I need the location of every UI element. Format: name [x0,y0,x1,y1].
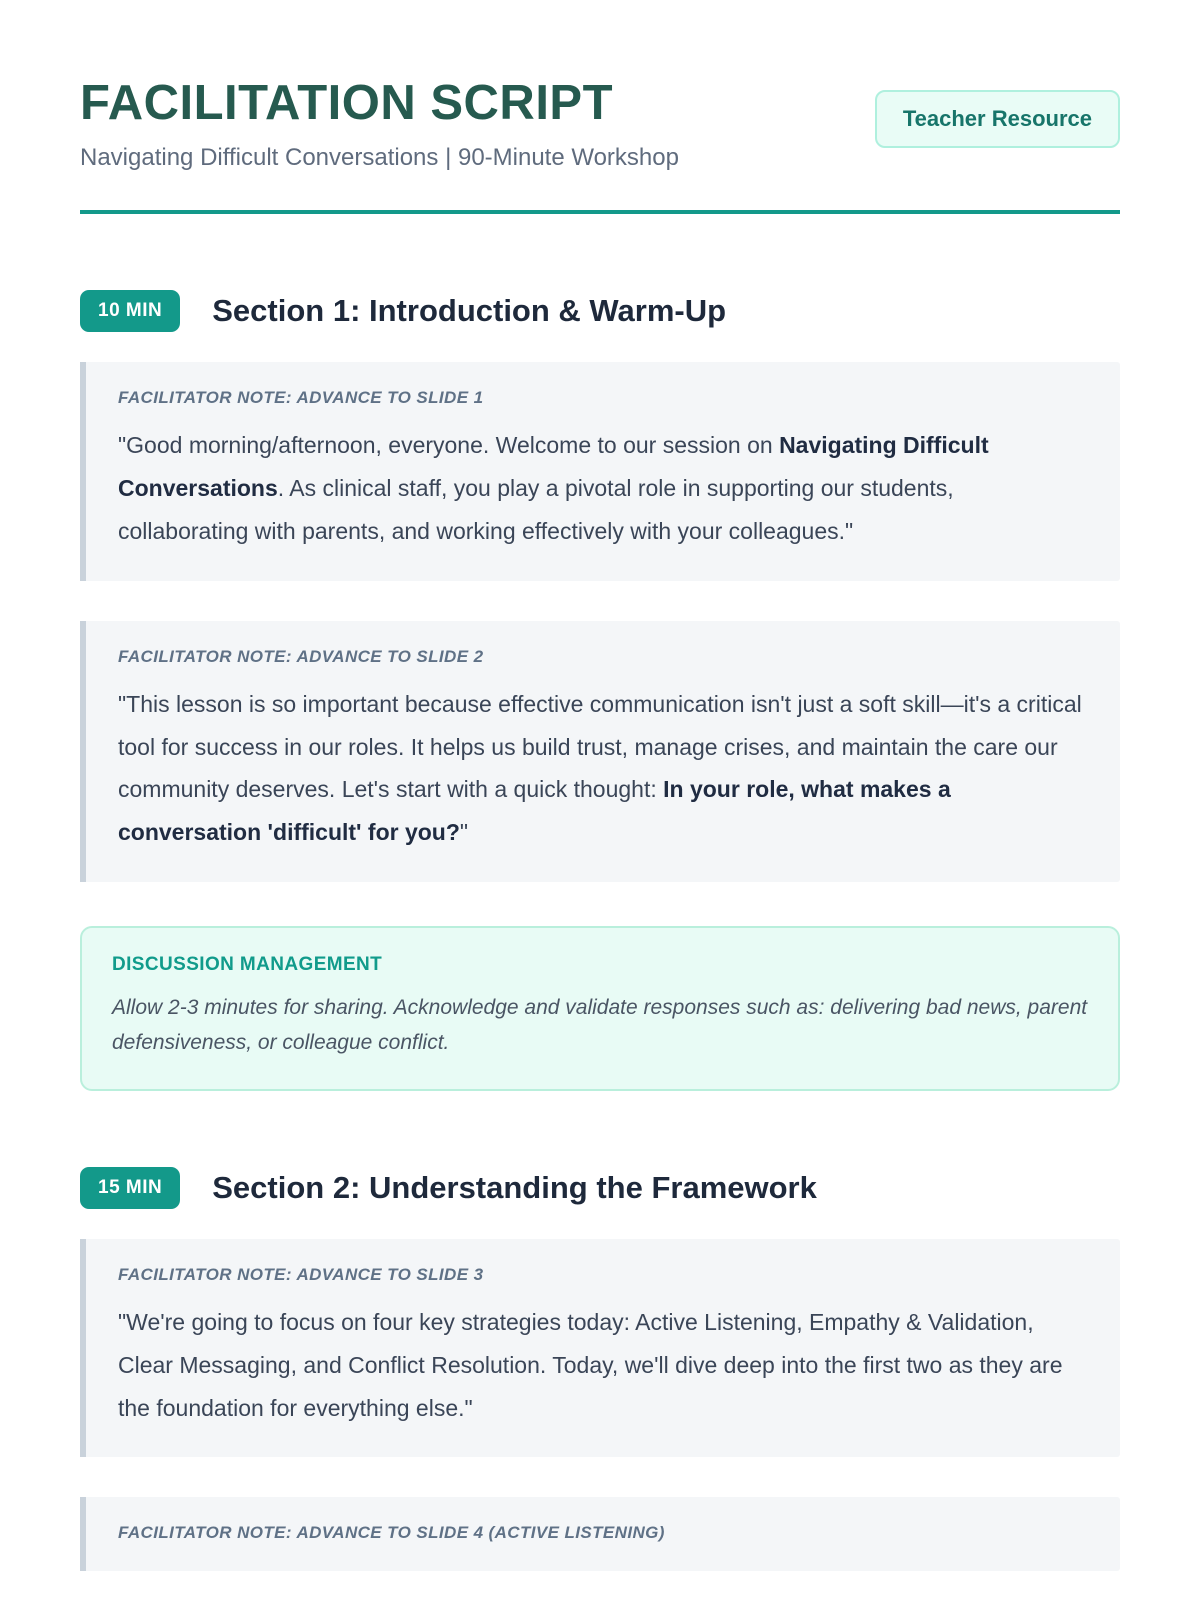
header-titles [80,78,679,172]
script-text [118,1301,1088,1429]
section-heading: Section 1: Introduction & Warm-Up [212,293,727,329]
script-text-segment: "This lesson is so important because effective communication isn't just a soft skill—it's a critical tool for success in our roles. It helps us build trust, manage crises, and maintain the care our community deserves. Let's start with a quick thought: [118,690,1082,803]
facilitator-note-block [80,621,1120,882]
section-header [80,290,1120,332]
script-text-segment: " [459,819,469,846]
header-row [80,78,1120,172]
duration-badge: 15 MIN [80,1167,180,1209]
section-header [80,1167,1120,1209]
section-2 [80,1167,1120,1571]
callout-label: DISCUSSION MANAGEMENT [112,953,383,975]
facilitator-note-block [80,1239,1120,1457]
section-1 [80,290,1120,1091]
script-text-segment: . As clinical staff, you play a pivotal role in supporting our students, collaborating with parents, and working effectively with your colleagues." [118,475,954,544]
facilitator-note-label: FACILITATOR NOTE: ADVANCE TO SLIDE 1 [118,388,484,408]
header-divider [80,210,1120,214]
facilitator-note-block [80,1497,1120,1571]
teacher-resource-badge: Teacher Resource [875,90,1120,148]
script-text-segment: "We're going to focus on four key strategies today: Active Listening, Empathy & Validation, Clear Messaging, and Conflict Resolution. Today, we'll dive deep into the first two as they are the foundation for everything else." [118,1309,1063,1421]
script-text [118,683,1088,854]
facilitator-note-block [80,362,1120,580]
facilitator-note-label: FACILITATOR NOTE: ADVANCE TO SLIDE 3 [118,1265,484,1285]
script-text [118,424,1088,552]
page-subtitle: Navigating Difficult Conversations | 90-Minute Workshop [80,144,679,172]
discussion-callout [80,926,1120,1091]
sections-container [80,290,1120,1571]
facilitator-note-label: FACILITATOR NOTE: ADVANCE TO SLIDE 4 (ACTIVE LISTENING) [118,1523,665,1543]
script-text-bold: Navigating Difficult Conversations [118,432,989,502]
duration-badge: 10 MIN [80,290,180,332]
section-heading: Section 2: Understanding the Framework [212,1170,817,1206]
script-text-bold: In your role, what makes a conversation 'difficult' for you? [118,776,951,846]
script-text-segment: "Good morning/afternoon, everyone. Welcome to our session on [118,432,780,459]
page-title: FACILITATION SCRIPT [80,76,614,130]
callout-text: Allow 2-3 minutes for sharing. Acknowledge and validate responses such as: delivering bad news, parent defensiveness, or colleague conflict. [112,995,1088,1055]
facilitator-note-label: FACILITATOR NOTE: ADVANCE TO SLIDE 2 [118,646,484,666]
header [80,78,1120,214]
